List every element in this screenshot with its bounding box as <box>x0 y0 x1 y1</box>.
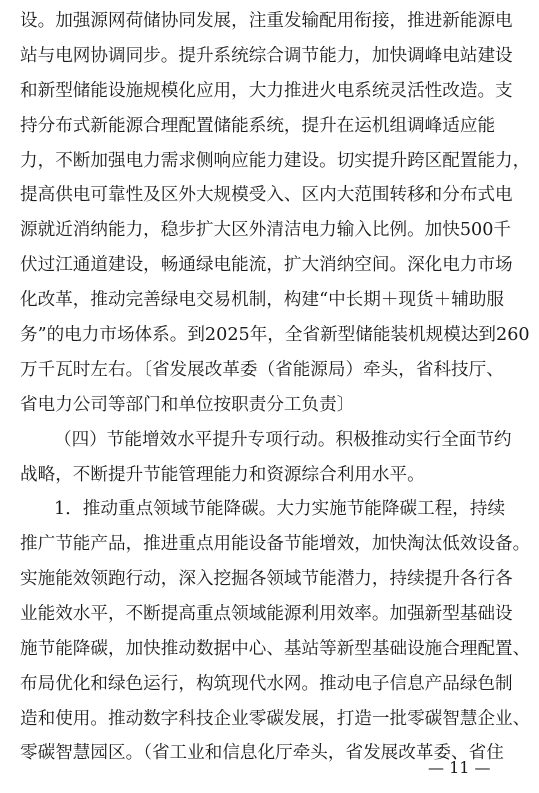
text-line: 实施能效领跑行动，深入挖掘各领域节能潜力，持续提升各行各 <box>20 569 513 589</box>
text-line: 站与电网协调同步。提升系统综合调节能力，加快调峰电站建设 <box>20 46 513 66</box>
text-line: 和新型储能设施规模化应用，大力推进火电系统灵活性改造。支 <box>20 81 513 101</box>
text-line: 布局优化和绿色运行，构筑现代水网。推动电子信息产品绿色制 <box>20 674 513 694</box>
text-line: 提高供电可靠性及区外大规模受入、区内大范围转移和分布式电 <box>20 185 513 205</box>
text-line: 力，不断加强电力需求侧响应能力建设。切实提升跨区配置能力， <box>20 151 531 171</box>
text-line: 推广节能产品，推进重点用能设备节能增效，加快淘汰低效设备。 <box>20 534 531 554</box>
section-heading-line: （四）节能增效水平提升专项行动。积极推动实行全面节约 <box>54 430 512 450</box>
text-line: 战略，不断提升节能管理能力和资源综合利用水平。 <box>20 465 425 485</box>
text-line: 施节能降碳，加快推动数据中心、基站等新型基础设施合理配置、 <box>20 639 531 659</box>
text-line: 造和使用。推动数字科技企业零碳发展，打造一批零碳智慧企业、 <box>20 709 531 729</box>
text-line: 业能效水平，不断提高重点领域能源利用效率。加强新型基础设 <box>20 604 513 624</box>
page-number: — 11 — <box>428 758 491 777</box>
text-line: 务”的电力市场体系。到2025年，全省新型储能装机规模达到260 <box>20 325 530 345</box>
text-line: 万千瓦时左右。〔省发展改革委（省能源局）牵头，省科技厅、 <box>20 360 504 380</box>
text-line: 伏过江通道建设，畅通绿电能流，扩大消纳空间。深化电力市场 <box>20 255 513 275</box>
text-line: 设。加强源网荷储协同发展，注重发输配用衔接，推进新能源电 <box>20 11 513 31</box>
text-line: 源就近消纳能力，稳步扩大区外清洁电力输入比例。加快500千 <box>20 220 512 240</box>
text-line: 省电力公司等部门和单位按职责分工负责〕 <box>20 395 355 415</box>
item-heading-line: 1．推动重点领域节能降碳。大力实施节能降碳工程，持续 <box>54 499 506 519</box>
text-line: 零碳智慧园区。（省工业和信息化厅牵头，省发展改革委、省住 <box>20 743 504 763</box>
text-line: 化改革，推动完善绿电交易机制，构建“中长期＋现货＋辅助服 <box>20 290 505 310</box>
text-line: 持分布式新能源合理配置储能系统，提升在运机组调峰适应能 <box>20 116 496 136</box>
